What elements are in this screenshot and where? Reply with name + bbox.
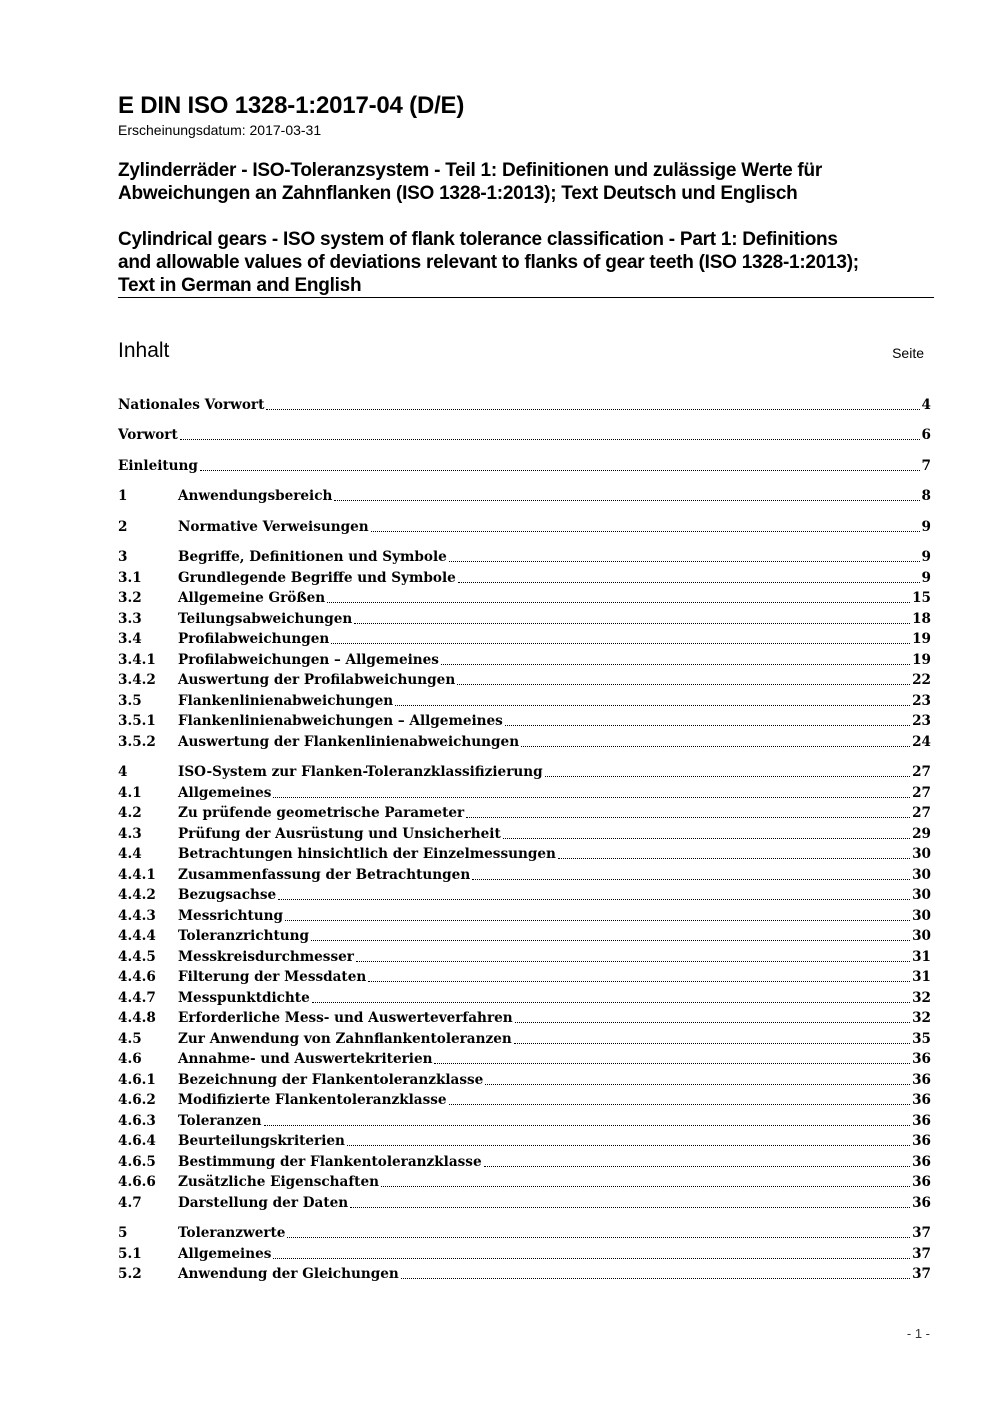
toc-entry-number: 4 — [118, 764, 128, 780]
toc-entry-page: 9 — [921, 549, 931, 565]
toc-entry-page: 9 — [921, 519, 931, 535]
toc-entry-number: 3.4.1 — [118, 652, 156, 668]
toc-entry-number: 4.1 — [118, 785, 142, 801]
toc-entry[interactable] — [118, 629, 931, 649]
toc-entry-label: Allgemeine Größen — [178, 590, 326, 606]
toc-entry-number: 4.4.6 — [118, 969, 156, 985]
toc-entry-label: Auswertung der Flankenlinienabweichungen — [178, 734, 520, 750]
toc-entry-page: 37 — [912, 1225, 931, 1241]
toc-dot-leader — [180, 425, 921, 445]
toc-dot-leader — [347, 1131, 911, 1151]
toc-entry-label: Allgemeines — [178, 1246, 272, 1262]
toc-entry-page: 27 — [912, 785, 931, 801]
toc-heading: Inhalt — [118, 339, 170, 362]
toc-entry[interactable] — [118, 824, 931, 844]
toc-entry[interactable] — [118, 885, 931, 905]
toc-dot-leader — [472, 865, 911, 885]
toc-entry[interactable] — [118, 609, 931, 629]
toc-entry[interactable] — [118, 844, 931, 864]
toc-entry[interactable] — [118, 1264, 931, 1284]
toc-dot-leader — [434, 1049, 911, 1069]
toc-entry-number: 4.4.3 — [118, 908, 156, 924]
toc-entry-number: 3.5.1 — [118, 713, 156, 729]
toc-dot-leader — [331, 629, 911, 649]
toc-entry-number: 3.4 — [118, 631, 142, 647]
toc-entry-label: ISO-System zur Flanken-Toleranzklassifizierung — [178, 764, 543, 780]
toc-entry-page: 31 — [912, 969, 931, 985]
toc-entry-page: 23 — [912, 693, 931, 709]
toc-entry-label: Prüfung der Ausrüstung und Unsicherheit — [178, 826, 501, 842]
toc-entry[interactable] — [118, 568, 931, 588]
toc-entry[interactable] — [118, 783, 931, 803]
toc-entry-number: 3.2 — [118, 590, 142, 606]
toc-entry[interactable] — [118, 1008, 931, 1028]
toc-entry[interactable] — [118, 456, 931, 476]
document-id: E DIN ISO 1328-1:2017-04 (D/E) — [118, 92, 465, 119]
toc-entry[interactable] — [118, 670, 931, 690]
toc-entry-label: Bezugsachse — [178, 887, 277, 903]
toc-entry-number: 4.6.2 — [118, 1092, 156, 1108]
toc-entry-label: Messkreisdurchmesser — [178, 949, 354, 965]
toc-dot-leader — [441, 650, 911, 670]
toc-entry-number: 3.1 — [118, 570, 142, 586]
toc-entry-page: 30 — [912, 928, 931, 944]
toc-dot-leader — [514, 1029, 911, 1049]
toc-entry-number: 4.4 — [118, 846, 142, 862]
toc-entry[interactable] — [118, 691, 931, 711]
toc-entry-number: 4.6.5 — [118, 1154, 156, 1170]
toc-entry[interactable] — [118, 1131, 931, 1151]
toc-dot-leader — [287, 1223, 911, 1243]
toc-dot-leader — [371, 517, 921, 537]
toc-entry-page: 35 — [912, 1031, 931, 1047]
toc-entry[interactable] — [118, 1029, 931, 1049]
toc-dot-leader — [327, 588, 911, 608]
page-number: - 1 - — [906, 1326, 930, 1341]
toc-entry-label: Modifizierte Flankentoleranzklasse — [178, 1092, 447, 1108]
toc-entry-number: 3.3 — [118, 611, 142, 627]
toc-entry[interactable] — [118, 395, 931, 415]
toc-entry[interactable] — [118, 732, 931, 752]
toc-entry-page: 27 — [912, 764, 931, 780]
toc-entry-number: 4.3 — [118, 826, 142, 842]
toc-entry[interactable] — [118, 486, 931, 506]
toc-dot-leader — [545, 762, 911, 782]
toc-entry[interactable] — [118, 425, 931, 445]
toc-entry-number: 4.4.8 — [118, 1010, 156, 1026]
toc-entry-page: 6 — [921, 427, 931, 443]
toc-entry-number: 5.1 — [118, 1246, 142, 1262]
toc-entry-page: 36 — [912, 1133, 931, 1149]
toc-entry-label: Zu prüfende geometrische Parameter — [178, 805, 465, 821]
toc-entry-page: 19 — [912, 652, 931, 668]
toc-entry-page: 29 — [912, 826, 931, 842]
toc-dot-leader — [457, 670, 911, 690]
toc-entry-page: 19 — [912, 631, 931, 647]
toc-entry-number: 3.5 — [118, 693, 142, 709]
toc-entry-label: Einleitung — [118, 458, 198, 474]
toc-entry-number: 3 — [118, 549, 128, 565]
toc-entry-page: 36 — [912, 1072, 931, 1088]
toc-dot-leader — [368, 967, 911, 987]
toc-entry-label: Darstellung der Daten — [178, 1195, 349, 1211]
toc-entry-number: 5 — [118, 1225, 128, 1241]
toc-dot-leader — [311, 926, 911, 946]
toc-entry-page: 31 — [912, 949, 931, 965]
toc-entry-label: Zusammenfassung der Betrachtungen — [178, 867, 471, 883]
toc-dot-leader — [505, 711, 911, 731]
title-divider — [118, 297, 934, 298]
toc-entry-page: 30 — [912, 908, 931, 924]
toc-entry-label: Toleranzwerte — [178, 1225, 286, 1241]
toc-dot-leader — [312, 988, 911, 1008]
toc-entry-page: 36 — [912, 1154, 931, 1170]
title-german — [118, 159, 938, 205]
toc-dot-leader — [466, 803, 911, 823]
toc-entry-label: Flankenlinienabweichungen – Allgemeines — [178, 713, 503, 729]
toc-entry-page: 36 — [912, 1051, 931, 1067]
toc-entry-number: 4.6.3 — [118, 1113, 156, 1129]
toc-dot-leader — [273, 1244, 911, 1264]
toc-entry-number: 4.5 — [118, 1031, 142, 1047]
toc-entry-page: 36 — [912, 1174, 931, 1190]
toc-entry-label: Zur Anwendung von Zahnflankentoleranzen — [178, 1031, 512, 1047]
toc-dot-leader — [354, 609, 911, 629]
toc-entry-label: Toleranzrichtung — [178, 928, 310, 944]
toc-entry[interactable] — [118, 1111, 931, 1131]
toc-entry-number: 4.4.4 — [118, 928, 156, 944]
toc-entry[interactable] — [118, 650, 931, 670]
toc-entry-page: 18 — [912, 611, 931, 627]
toc-entry[interactable] — [118, 517, 931, 537]
toc-dot-leader — [485, 1070, 911, 1090]
toc-entry-label: Anwendungsbereich — [178, 488, 333, 504]
toc-entry[interactable] — [118, 1223, 931, 1243]
toc-entry-label: Bezeichnung der Flankentoleranzklasse — [178, 1072, 484, 1088]
toc-dot-leader — [200, 456, 921, 476]
toc-entry-number: 4.4.2 — [118, 887, 156, 903]
toc-entry-label: Profilabweichungen – Allgemeines — [178, 652, 439, 668]
title-line: Abweichungen an Zahnflanken (ISO 1328-1:2013); Text Deutsch und Englisch — [118, 183, 798, 204]
publication-date: Erscheinungsdatum: 2017-03-31 — [118, 122, 322, 138]
toc-entry[interactable] — [118, 1090, 931, 1110]
toc-dot-leader — [273, 783, 911, 803]
toc-dot-leader — [558, 844, 911, 864]
toc-entry-page: 24 — [912, 734, 931, 750]
toc-entry-page: 30 — [912, 887, 931, 903]
toc-entry-label: Messrichtung — [178, 908, 284, 924]
toc-page-column-label: Seite — [892, 345, 924, 361]
toc-entry[interactable] — [118, 906, 931, 926]
toc-dot-leader — [401, 1264, 911, 1284]
toc-entry-label: Erforderliche Mess- und Auswerteverfahren — [178, 1010, 513, 1026]
toc-entry[interactable] — [118, 865, 931, 885]
toc-dot-leader — [515, 1008, 911, 1028]
toc-dot-leader — [278, 885, 911, 905]
toc-entry-page: 9 — [921, 570, 931, 586]
toc-dot-leader — [285, 906, 911, 926]
toc-entry-page: 36 — [912, 1092, 931, 1108]
toc-entry[interactable] — [118, 762, 931, 782]
toc-entry[interactable] — [118, 803, 931, 823]
title-line: and allowable values of deviations relevant to flanks of gear teeth (ISO 1328-1:2013); — [118, 252, 859, 273]
toc-entry-page: 7 — [921, 458, 931, 474]
toc-entry-page: 22 — [912, 672, 931, 688]
toc-entry-label: Bestimmung der Flankentoleranzklasse — [178, 1154, 482, 1170]
toc-entry-label: Teilungsabweichungen — [178, 611, 353, 627]
toc-dot-leader — [356, 947, 911, 967]
toc-dot-leader — [350, 1193, 911, 1213]
toc-dot-leader — [395, 691, 911, 711]
toc-entry-number: 4.6 — [118, 1051, 142, 1067]
toc-entry[interactable] — [118, 1070, 931, 1090]
toc-entry-label: Profilabweichungen — [178, 631, 330, 647]
toc-dot-leader — [381, 1172, 911, 1192]
toc-entry-number: 4.6.4 — [118, 1133, 156, 1149]
toc-entry-label: Nationales Vorwort — [118, 397, 265, 413]
title-line: Zylinderräder - ISO-Toleranzsystem - Teil 1: Definitionen und zulässige Werte für — [118, 160, 822, 181]
toc-dot-leader — [449, 1090, 912, 1110]
toc-entry-label: Allgemeines — [178, 785, 272, 801]
toc-entry[interactable] — [118, 967, 931, 987]
toc-entry-label: Grundlegende Begriffe und Symbole — [178, 570, 456, 586]
toc-entry-number: 2 — [118, 519, 128, 535]
toc-dot-leader — [266, 395, 920, 415]
toc-entry-page: 15 — [912, 590, 931, 606]
toc-entry-page: 30 — [912, 867, 931, 883]
toc-entry-page: 23 — [912, 713, 931, 729]
toc-dot-leader — [334, 486, 920, 506]
toc-entry-page: 8 — [921, 488, 931, 504]
toc-dot-leader — [449, 547, 921, 567]
toc-entry-number: 1 — [118, 488, 128, 504]
title-english — [118, 228, 938, 297]
toc-entry-number: 4.7 — [118, 1195, 142, 1211]
toc-entry-label: Annahme- und Auswertekriterien — [178, 1051, 433, 1067]
toc-entry-page: 4 — [921, 397, 931, 413]
toc-entry-label: Betrachtungen hinsichtlich der Einzelmessungen — [178, 846, 556, 862]
toc-entry[interactable] — [118, 1049, 931, 1069]
toc-dot-leader — [521, 732, 911, 752]
toc-entry[interactable] — [118, 988, 931, 1008]
toc-entry-page: 37 — [912, 1266, 931, 1282]
toc-entry-label: Filterung der Messdaten — [178, 969, 367, 985]
toc-entry-page: 36 — [912, 1195, 931, 1211]
toc-entry-page: 37 — [912, 1246, 931, 1262]
toc-entry[interactable] — [118, 947, 931, 967]
toc-entry-label: Zusätzliche Eigenschaften — [178, 1174, 379, 1190]
toc-entry[interactable] — [118, 1244, 931, 1264]
toc-entry-number: 3.4.2 — [118, 672, 156, 688]
toc-entry[interactable] — [118, 588, 931, 608]
toc-dot-leader — [458, 568, 921, 588]
toc-entry-label: Auswertung der Profilabweichungen — [178, 672, 456, 688]
toc-entry-label: Messpunktdichte — [178, 990, 310, 1006]
toc-entry-label: Anwendung der Gleichungen — [178, 1266, 399, 1282]
toc-entry-page: 32 — [912, 990, 931, 1006]
toc-dot-leader — [503, 824, 911, 844]
toc-entry-page: 27 — [912, 805, 931, 821]
toc-entry-page: 36 — [912, 1113, 931, 1129]
toc-entry-number: 4.6.1 — [118, 1072, 156, 1088]
toc-entry[interactable] — [118, 1172, 931, 1192]
toc-entry-label: Toleranzen — [178, 1113, 262, 1129]
toc-entry-label: Normative Verweisungen — [178, 519, 369, 535]
toc-entry-page: 32 — [912, 1010, 931, 1026]
toc-entry-number: 4.4.7 — [118, 990, 156, 1006]
toc-entry-label: Beurteilungskriterien — [178, 1133, 345, 1149]
toc-entry-number: 4.4.5 — [118, 949, 156, 965]
toc-entry-label: Begriffe, Definitionen und Symbole — [178, 549, 447, 565]
toc-entry[interactable] — [118, 1193, 931, 1213]
toc-entry-label: Vorwort — [118, 427, 178, 443]
toc-entry-page: 30 — [912, 846, 931, 862]
title-line: Text in German and English — [118, 275, 362, 296]
toc-dot-leader — [484, 1152, 911, 1172]
toc-entry[interactable] — [118, 547, 931, 567]
toc-entry-number: 4.4.1 — [118, 867, 156, 883]
toc-entry-label: Flankenlinienabweichungen — [178, 693, 394, 709]
toc-dot-leader — [264, 1111, 912, 1131]
toc-entry-number: 4.6.6 — [118, 1174, 156, 1190]
toc-entry[interactable] — [118, 1152, 931, 1172]
toc-entry-number: 3.5.2 — [118, 734, 156, 750]
toc-entry-number: 4.2 — [118, 805, 142, 821]
toc-entry[interactable] — [118, 926, 931, 946]
title-line: Cylindrical gears - ISO system of flank tolerance classification - Part 1: Definitions — [118, 229, 838, 250]
toc-entry-number: 5.2 — [118, 1266, 142, 1282]
toc-entry[interactable] — [118, 711, 931, 731]
